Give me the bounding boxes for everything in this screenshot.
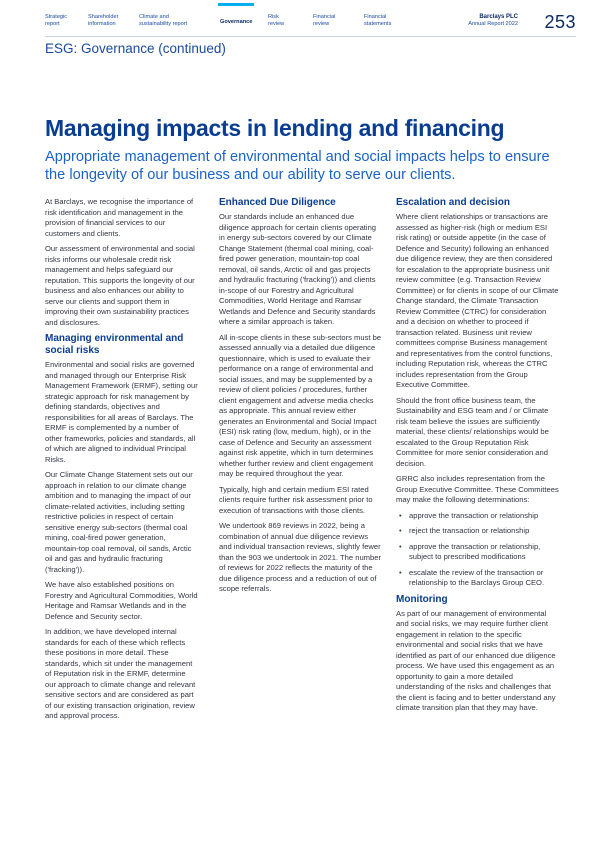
nav-tab-financial-review[interactable]: Financial review	[313, 14, 336, 27]
brand-name: Barclays PLC	[479, 14, 518, 20]
nav-tab-shareholder-information[interactable]: Shareholder information	[88, 14, 119, 27]
positions-paragraph: We have also established positions on Forestry and Agricultural Commodities, World Heritage and Ramsar Wetlands and in the Defence and Security sector.	[45, 580, 198, 621]
internal-standards-paragraph: In addition, we have developed internal standards for each of these which reflects these positions in more detail. These standards, which sit under the management of Reputation risk in the ERMF, determine our approach to climate change and relevant sensitive sectors and are considered as part of our existing transaction origination, review and approval process.	[45, 627, 196, 720]
brand-report: Annual Report 2022	[468, 21, 518, 27]
climate-statement-paragraph: Our Climate Change Statement sets out our approach in relation to our climate change ambition and to managing the impact of our climate-related activities, including setting restrictive policies in respect of certain sensitive energy sub-sectors (thermal coal mining, coal-fired power generation, mountain-top coal removal, oil sands, Arctic oil and gas and hydraulic fracturing ('fracking')).	[45, 470, 193, 574]
nav-tab-risk-review[interactable]: Risk review	[268, 14, 285, 27]
heading-enhanced-due-diligence: Enhanced Due Diligence	[219, 197, 336, 208]
heading-monitoring: Monitoring	[396, 593, 448, 605]
report-brand	[468, 14, 518, 28]
edd-paragraph: Our standards include an enhanced due diligence approach for certain clients operating in energy sub-sectors covered by our Climate Change Statement (thermal coal mining, coal-fired power generation, mountain-top coal removal, oil sands, Arctic oil and gas projects and hydraulic fracturing ('fracking')) and clients in-scope of our Forestry and Agricultural Commodities, World Heritage and Ramsar Wetlands and Defence and Security standards where a similar approach is taken.	[219, 212, 377, 326]
list-item: • reject the transaction or relationship	[396, 526, 559, 537]
column-3	[396, 197, 559, 719]
nav-tab-strategic-report[interactable]: Strategic report	[45, 14, 68, 27]
nav-tab-climate-sustainability[interactable]: Climate and sustainability report	[139, 14, 188, 27]
front-office-paragraph: Should the front office business team, the Sustainability and ESG team and / or Climate risk team believe the issues are sufficiently material, these clients/ relationships would be escalated to the Group Reputation Risk Committee for more senior consideration and decision.	[396, 395, 549, 468]
heading-managing-risks: Managing environmental and social risks	[45, 333, 184, 356]
reviews-count-paragraph: We undertook 869 reviews in 2022, being a combination of annual due diligence reviews and individual transaction reviews, slightly fewer than the 903 we undertook in 2021. The number of reviews for 2022 reflects the maturity of the due diligence process and a reduction of out of scope referrals.	[219, 521, 381, 593]
monitoring-paragraph: As part of our management of environmental and social risks, we may require further client engagement in relation to the specific environmental and social risks that we have identified as part of our enhanced due diligence process. We have used this engagement as an opportunity to gain a more detailed understanding of the risks and challenges that the client is facing and to better understand any climate transition plan that they may have.	[396, 608, 556, 712]
list-item: • escalate the review of the transaction or relationship to the Barclays Group CEO.	[396, 568, 559, 589]
escalation-paragraph: Where client relationships or transactions are assessed as higher-risk (high or medium ESI risk rating) or outside appetite (in the case of Defence and Security) following an enhanced due diligence review, they are then considered for escalation to the appropriate business unit review committee (e.g. Transaction Review Committee) or for clients in scope of our Climate Change standard, the Climate Transaction Review Committee (CTRC) for consideration and a decision on whether to proceed if transaction related. Business unit review committees comprise Business management and representatives from the control functions, including Reputation risk, whereas the CTRC includes representation from the Group Executive Committee.	[396, 212, 559, 389]
nav-tab-financial-statements[interactable]: Financial statements	[364, 14, 392, 27]
section-label: ESG: Governance (continued)	[45, 41, 226, 56]
intro-paragraph: At Barclays, we recognise the importance of risk identification and management in the provision of financial services to our customers and clients.	[45, 197, 194, 238]
ermf-paragraph: Environmental and social risks are governed and managed through our Enterprise Risk Management Framework (ERMF), setting our strategic approach for risk management by defining standards, objectives and responsibilities for all areas of Barclays. The ERMF is complemented by a number of other frameworks, policies and standards, all of which are aligned to individual Principal Risks.	[45, 360, 198, 464]
page-title: Managing impacts in lending and financing	[45, 115, 505, 141]
determinations-list	[396, 511, 559, 589]
list-item: • approve the transaction or relationship	[396, 511, 559, 522]
page-number: 253	[544, 12, 576, 32]
header-divider	[45, 36, 576, 37]
annual-review-paragraph: All in-scope clients in these sub-sectors must be assessed annually via a detailed due diligence questionnaire, which is used to evaluate their performance on a range of environmental and social issues, and may be supplemented by a review of client policies / procedures, further client engagement and adverse media checks as appropriate. This annual review either generates an Environmental and Social Impact (ESI) risk rating (low, medium, high), or in the case of Defence and Security an assessment against risk appetite, which in turn determines whether further review and client engagement may be required throughout the year.	[219, 332, 382, 478]
column-1	[45, 197, 198, 727]
assessment-paragraph: Our assessment of environmental and social risks informs our wholesale credit risk management and helps safeguard our reputation. This supports the longevity of our business and also enhances our ability to serve our clients and support them in improving their own sustainability practices and disclosures.	[45, 244, 195, 327]
nav-tab-governance[interactable]: Governance	[220, 19, 253, 25]
list-item: • approve the transaction or relationship, subject to prescribed modifications	[396, 542, 559, 563]
top-navigation	[45, 8, 576, 36]
grrc-paragraph: GRRC also includes representation from the Group Executive Committee. These Committees may make the following determinations:	[396, 474, 559, 504]
risk-rating-paragraph: Typically, high and certain medium ESI rated clients require further risk assessment prior to execution of transactions with those clients.	[219, 484, 373, 515]
heading-escalation-decision: Escalation and decision	[396, 197, 510, 208]
page-subtitle: Appropriate management of environmental and social impacts helps to ensure the longevity of our business and our ability to serve our clients.	[45, 149, 550, 183]
column-2	[219, 197, 382, 600]
